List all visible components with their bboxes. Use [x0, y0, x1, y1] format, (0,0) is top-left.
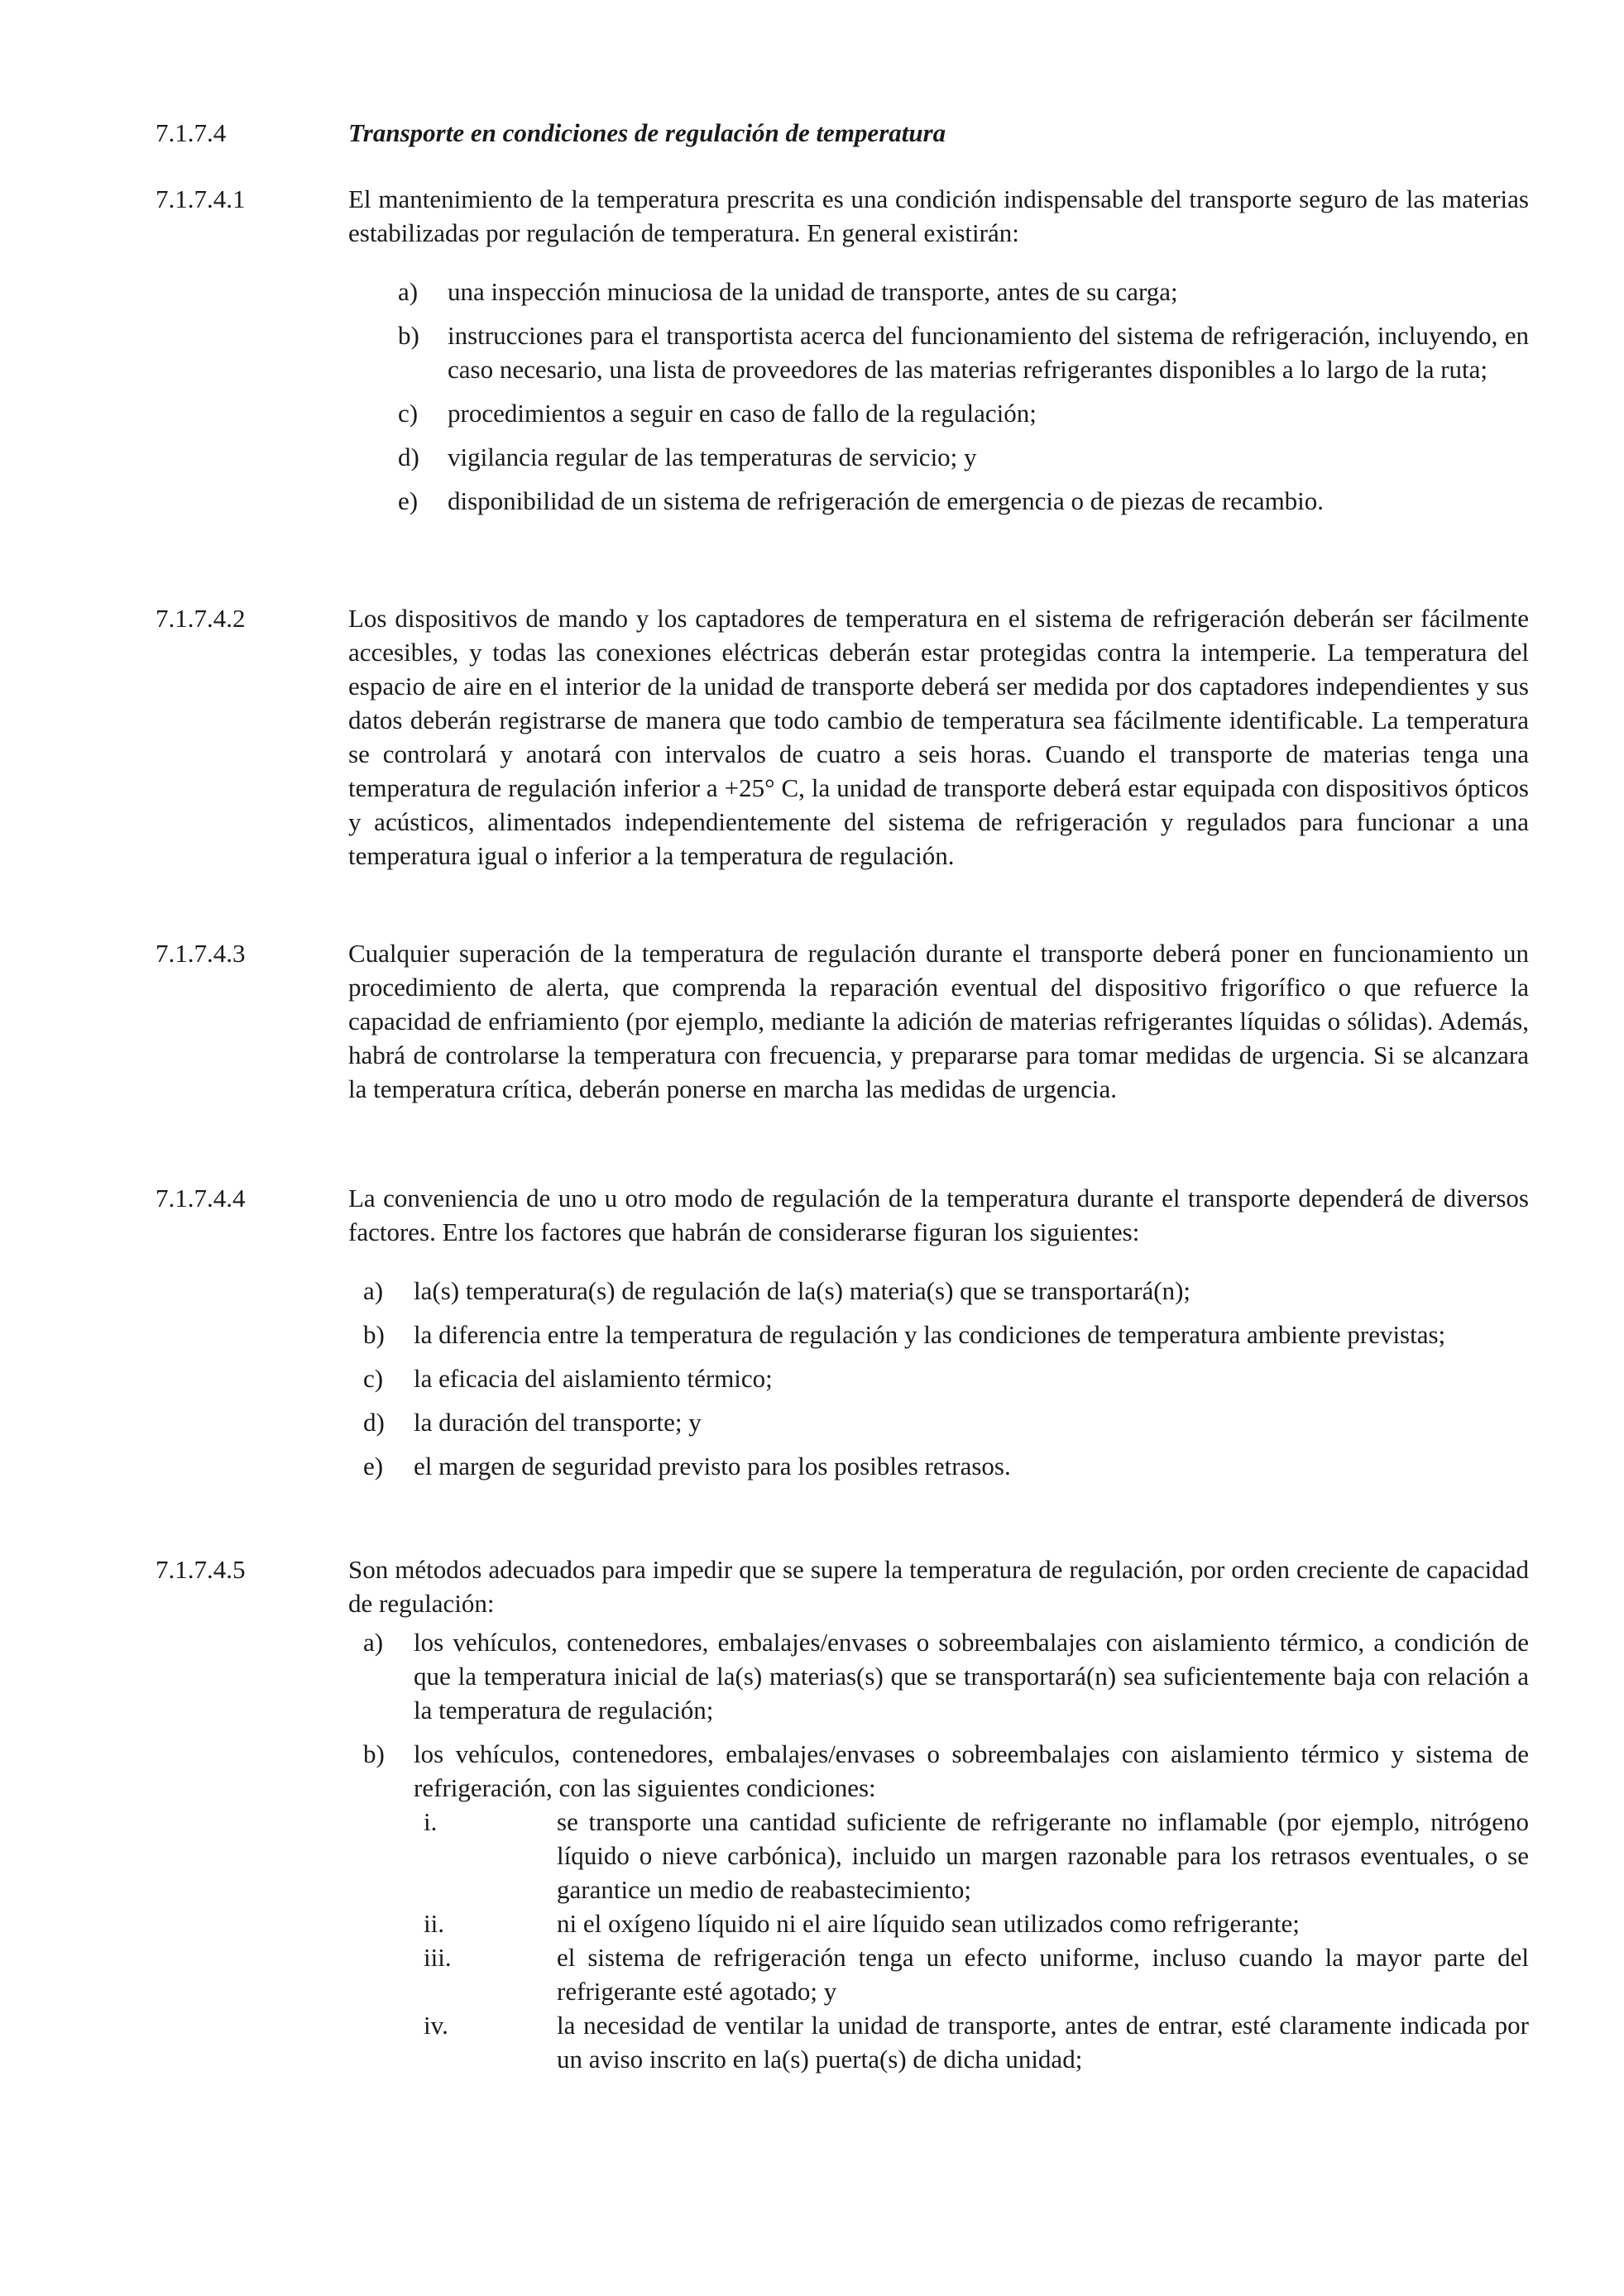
- item-label: b): [363, 1739, 385, 1768]
- item-list: [363, 1274, 1529, 1483]
- sub-item-text: ni el oxígeno líquido ni el aire líquido sean utilizados como refrigerante;: [557, 1909, 1300, 1938]
- item-text: el margen de seguridad previsto para los posibles retrasos.: [414, 1452, 1011, 1480]
- item-label: a): [398, 277, 419, 306]
- item-list: [398, 275, 1529, 518]
- item-text: instrucciones para el transportista acerca del funcionamiento del sistema de refrigeración, incluyendo, en caso necesario, una lista de proveedores de las materias refrigerantes disponibles a lo largo de la ruta;: [448, 321, 1529, 384]
- list-item: [398, 440, 1529, 474]
- section-paragraph: Los dispositivos de mando y los captadores de temperatura en el sistema de refrigeración deberán ser fácilmente accesibles, y todas las conexiones eléctricas deberán estar protegidas contra la intemperie. La temperatura del espacio de aire en el interior de la unidad de transporte deberá ser medida por dos captadores independientes y sus datos deberán registrarse de manera que todo cambio de temperatura sea fácilmente identificable. La temperatura se controlará y anotará con intervalos de cuatro a seis horas. Cuando el transporte de materias tenga una temperatura de regulación inferior a +25° C, la unidad de transporte deberá estar equipada con dispositivos ópticos y acústicos, alimentados independientemente del sistema de refrigeración y regulados para funcionar a una temperatura igual o inferior a la temperatura de regulación.: [348, 604, 1529, 870]
- item-label: a): [363, 1628, 384, 1657]
- sub-item-text: la necesidad de ventilar la unidad de transporte, antes de entrar, esté claramente indicada por un aviso inscrito en la(s) puerta(s) de dicha unidad;: [557, 2011, 1529, 2074]
- section-number: 7.1.7.4.2: [156, 604, 246, 633]
- section-heading: Transporte en condiciones de regulación de temperatura: [348, 118, 946, 147]
- sub-item-text: el sistema de refrigeración tenga un efecto uniforme, incluso cuando la mayor parte del refrigerante esté agotado; y: [557, 1943, 1529, 2006]
- section-paragraph: Cualquier superación de la temperatura de regulación durante el transporte deberá poner en funcionamiento un procedimiento de alerta, que comprenda la reparación eventual del dispositivo frigorífico o que refuerce la capacidad de enfriamiento (por ejemplo, mediante la adición de materias refrigerantes líquidas o sólidas). Además, habrá de controlarse la temperatura con frecuencia, y prepararse para tomar medidas de urgencia. Si se alcanzara la temperatura crítica, deberán ponerse en marcha las medidas de urgencia.: [348, 939, 1529, 1103]
- item-label: b): [398, 321, 419, 350]
- list-item: [398, 275, 1529, 309]
- section-number: 7.1.7.4.1: [156, 184, 246, 213]
- list-item: [363, 1361, 1529, 1395]
- section-7-1-7-4: [156, 116, 1529, 150]
- item-label: c): [398, 399, 419, 428]
- item-text: vigilancia regular de las temperaturas de servicio; y: [448, 442, 977, 471]
- sub-list-item: [424, 1805, 1529, 1906]
- item-text: los vehículos, contenedores, embalajes/envases o sobreembalajes con aislamiento térmico y sistema de refrigeración, con las siguientes condiciones:: [414, 1739, 1529, 1802]
- list-item: [398, 484, 1529, 518]
- item-label: e): [363, 1452, 384, 1480]
- item-text: la duración del transporte; y: [414, 1408, 702, 1437]
- sub-list-item: [424, 1940, 1529, 2008]
- item-text: procedimientos a seguir en caso de fallo de la regulación;: [448, 399, 1037, 428]
- list-item: [363, 1274, 1529, 1308]
- item-label: c): [363, 1364, 384, 1393]
- item-text: los vehículos, contenedores, embalajes/envases o sobreembalajes con aislamiento térmico, a condición de que la temperatura inicial de la(s) materias(s) que se transportará(n) sea suficientemente baja con relación a la temperatura de regulación;: [414, 1628, 1529, 1724]
- item-text: una inspección minuciosa de la unidad de transporte, antes de su carga;: [448, 277, 1178, 306]
- item-label: a): [363, 1276, 384, 1305]
- sub-item-label: ii.: [424, 1909, 444, 1938]
- sub-list-item: [424, 2008, 1529, 2076]
- item-label: d): [363, 1408, 385, 1437]
- section-paragraph: Son métodos adecuados para impedir que se supere la temperatura de regulación, por orden creciente de capacidad de regulación:: [348, 1555, 1529, 1618]
- section-number: 7.1.7.4.5: [156, 1555, 246, 1584]
- item-text: la diferencia entre la temperatura de regulación y las condiciones de temperatura ambiente previstas;: [414, 1320, 1446, 1349]
- item-label: d): [398, 442, 419, 471]
- item-list: [363, 1625, 1529, 2076]
- list-item: [363, 1405, 1529, 1439]
- sub-item-label: iv.: [424, 2011, 448, 2040]
- section-7-1-7-4-5: [156, 1552, 1529, 2086]
- section-paragraph: La conveniencia de uno u otro modo de regulación de la temperatura durante el transporte dependerá de diversos factores. Entre los factores que habrán de considerarse figuran los siguientes:: [348, 1184, 1529, 1246]
- list-item: [363, 1449, 1529, 1483]
- item-text: la eficacia del aislamiento térmico;: [414, 1364, 773, 1393]
- section-number: 7.1.7.4: [156, 118, 227, 147]
- section-number: 7.1.7.4.3: [156, 939, 246, 968]
- section-7-1-7-4-4: [156, 1181, 1529, 1493]
- list-item: [363, 1737, 1529, 2076]
- list-item: [398, 318, 1529, 386]
- list-item: [398, 396, 1529, 430]
- sub-list-item: [424, 1906, 1529, 1940]
- list-item: [363, 1625, 1529, 1727]
- section-paragraph: El mantenimiento de la temperatura prescrita es una condición indispensable del transporte seguro de las materias estabilizadas por regulación de temperatura. En general existirán:: [348, 184, 1529, 247]
- sub-item-label: i.: [424, 1807, 438, 1836]
- section-7-1-7-4-3: [156, 936, 1529, 1106]
- list-item: [363, 1318, 1529, 1351]
- sub-item-list: [424, 1805, 1529, 2076]
- item-text: la(s) temperatura(s) de regulación de la(s) materia(s) que se transportará(n);: [414, 1276, 1191, 1305]
- section-7-1-7-4-2: [156, 601, 1529, 873]
- item-label: e): [398, 486, 419, 515]
- sub-item-label: iii.: [424, 1943, 452, 1972]
- sub-item-text: se transporte una cantidad suficiente de refrigerante no inflamable (por ejemplo, nitrógeno líquido o nieve carbónica), incluido un margen razonable para los retrasos eventuales, o se garantice un medio de reabastecimiento;: [557, 1807, 1529, 1904]
- item-label: b): [363, 1320, 385, 1349]
- section-number: 7.1.7.4.4: [156, 1184, 246, 1213]
- item-text: disponibilidad de un sistema de refrigeración de emergencia o de piezas de recambio.: [448, 486, 1325, 515]
- section-7-1-7-4-1: [156, 182, 1529, 528]
